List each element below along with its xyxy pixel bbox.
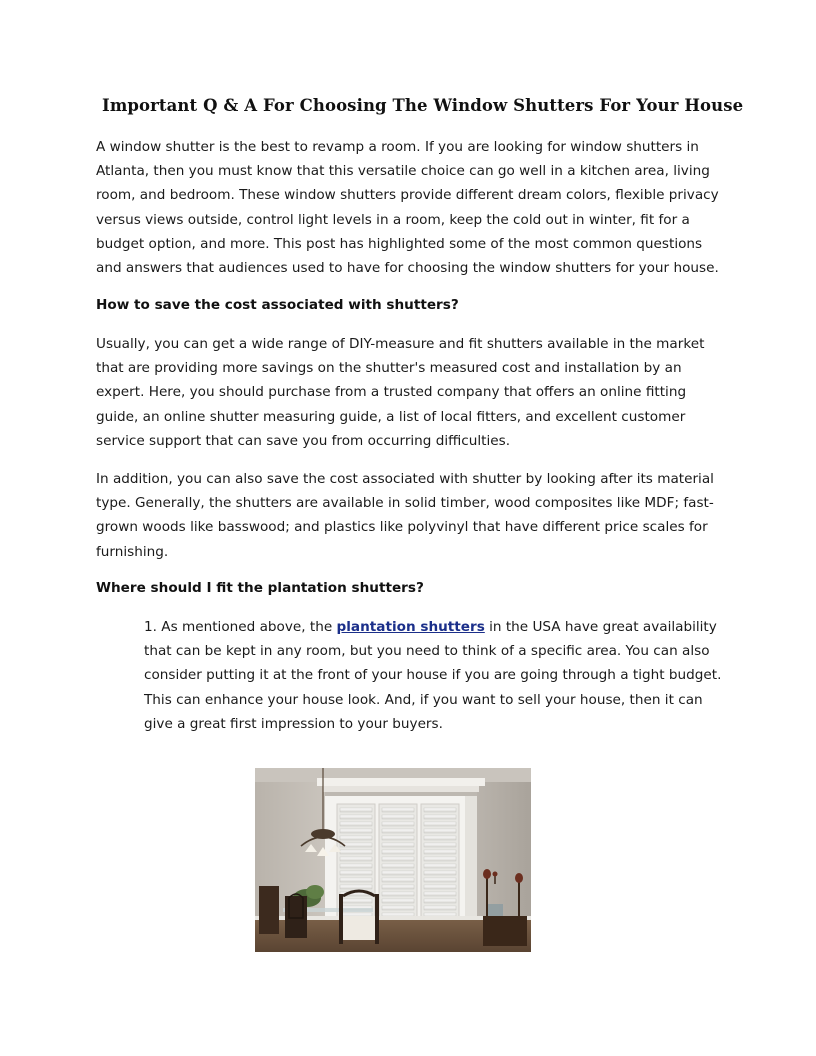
page-title: Important Q & A For Choosing The Window Shutters For Your House: [102, 96, 744, 115]
plantation-shutters-link[interactable]: plantation shutters: [336, 619, 485, 635]
list-item-1-suffix: in the USA have great availability that can be kept in any room, but you need to think of a specific area. You can also consider putting it at the front of your house if you are going through a tight budget. This can enhance your house look. And, if you want to sell your house, then it can give a great first impression to your buyers.: [144, 619, 722, 732]
intro-paragraph: A window shutter is the best to revamp a room. If you are looking for window shutters in Atlanta, then you must know that this versatile choice can go well in a kitchen area, living room, and bedroom. These window shutters provide different dream colors, flexible privacy versus views outside, control light levels in a room, keep the cold out in winter, fit for a budget option, and more. This post has highlighted some of the most common questions and answers that audiences used to have for choosing the window shutters for your house.: [96, 139, 719, 277]
section-heading-fit: Where should I fit the plantation shutters?: [96, 580, 424, 596]
list-item-1-prefix: 1. As mentioned above, the: [144, 619, 337, 635]
dining-room-shutters-photo: [255, 768, 531, 952]
section-heading-cost: How to save the cost associated with shutters?: [96, 297, 459, 313]
list-item-1: [144, 615, 722, 736]
cost-paragraph-2: In addition, you can also save the cost associated with shutter by looking after its material type. Generally, the shutters are available in solid timber, wood composites like MDF; fast-grown woods like basswood; and plastics like polyvinyl that have different price scales for furnishing.: [96, 471, 714, 560]
cost-paragraph-1: Usually, you can get a wide range of DIY-measure and fit shutters available in the market that are providing more savings on the shutter's measured cost and installation by an expert. Here, you should purchase from a trusted company that offers an online fitting guide, an online shutter measuring guide, a list of local fitters, and excellent customer service support that can save you from occurring difficulties.: [96, 336, 705, 449]
